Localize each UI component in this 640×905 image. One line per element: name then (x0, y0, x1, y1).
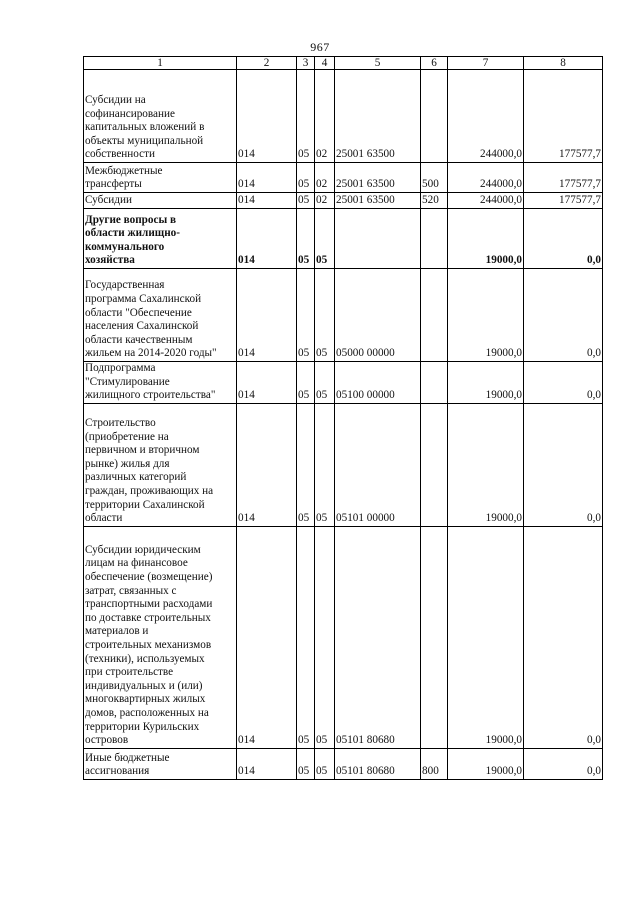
rz-cell: 05 (297, 209, 315, 269)
header-cell: 2 (237, 57, 297, 70)
fact-cell: 0,0 (524, 269, 603, 362)
fact-cell: 177577,7 (524, 163, 603, 193)
plan-cell: 244000,0 (448, 193, 524, 209)
vr-cell: 520 (421, 193, 448, 209)
item-name-cell: Другие вопросы в области жилищно- коммунального хозяйства (84, 209, 237, 269)
plan-cell: 244000,0 (448, 70, 524, 163)
item-name-cell: Межбюджетные трансферты (84, 163, 237, 193)
item-name-cell: Субсидии на софинансирование капитальных вложений в объекты муниципальной собственности (84, 70, 237, 163)
budget-table (83, 56, 603, 780)
csr-cell: 25001 63500 (335, 70, 421, 163)
rz-cell: 05 (297, 193, 315, 209)
item-name-cell: Строительство (приобретение на первичном и вторичном рынке) жилья для различных категорий граждан, проживающих на территории Сахалинской области (84, 403, 237, 526)
table-row (84, 748, 603, 779)
vr-cell: 500 (421, 163, 448, 193)
rz-cell: 05 (297, 526, 315, 748)
csr-cell: 05100 00000 (335, 362, 421, 404)
vr-cell (421, 209, 448, 269)
csr-cell: 05101 80680 (335, 526, 421, 748)
pr-cell: 05 (315, 748, 335, 779)
item-name-cell: Подпрограмма "Стимулирование жилищного строительства" (84, 362, 237, 404)
vr-cell (421, 269, 448, 362)
plan-cell: 19000,0 (448, 526, 524, 748)
table-row (84, 70, 603, 163)
csr-cell (335, 209, 421, 269)
fact-cell: 0,0 (524, 403, 603, 526)
fact-cell: 0,0 (524, 526, 603, 748)
fact-cell: 177577,7 (524, 193, 603, 209)
plan-cell: 19000,0 (448, 403, 524, 526)
pr-cell: 05 (315, 526, 335, 748)
pr-cell: 02 (315, 193, 335, 209)
vr-cell (421, 403, 448, 526)
gr-cell: 014 (237, 70, 297, 163)
pr-cell: 05 (315, 209, 335, 269)
rz-cell: 05 (297, 70, 315, 163)
gr-cell: 014 (237, 193, 297, 209)
rz-cell: 05 (297, 163, 315, 193)
header-cell: 1 (84, 57, 237, 70)
rz-cell: 05 (297, 362, 315, 404)
plan-cell: 19000,0 (448, 362, 524, 404)
gr-cell: 014 (237, 269, 297, 362)
gr-cell: 014 (237, 362, 297, 404)
header-cell: 7 (448, 57, 524, 70)
table-header-row (84, 57, 603, 70)
table-row (84, 163, 603, 193)
plan-cell: 19000,0 (448, 209, 524, 269)
table-row (84, 362, 603, 404)
pr-cell: 05 (315, 362, 335, 404)
item-name-cell: Субсидии (84, 193, 237, 209)
pr-cell: 05 (315, 403, 335, 526)
header-cell: 8 (524, 57, 603, 70)
csr-cell: 25001 63500 (335, 193, 421, 209)
plan-cell: 19000,0 (448, 269, 524, 362)
item-name-cell: Субсидии юридическим лицам на финансовое обеспечение (возмещение) затрат, связанных с транспортными расходами по доставке строительных материалов и строительных механизмов (техники), используемых при строительстве индивидуальных и (или) многоквартирных жилых домов, расположенных на территории Курильских островов (84, 526, 237, 748)
header-cell: 3 (297, 57, 315, 70)
vr-cell (421, 70, 448, 163)
table-row (84, 209, 603, 269)
fact-cell: 0,0 (524, 362, 603, 404)
header-cell: 4 (315, 57, 335, 70)
vr-cell (421, 526, 448, 748)
rz-cell: 05 (297, 403, 315, 526)
vr-cell (421, 362, 448, 404)
plan-cell: 244000,0 (448, 163, 524, 193)
vr-cell: 800 (421, 748, 448, 779)
fact-cell: 177577,7 (524, 70, 603, 163)
table-row (84, 269, 603, 362)
header-cell: 6 (421, 57, 448, 70)
rz-cell: 05 (297, 748, 315, 779)
gr-cell: 014 (237, 209, 297, 269)
item-name-cell: Государственная программа Сахалинской области "Обеспечение населения Сахалинской области качественным жильем на 2014-2020 годы" (84, 269, 237, 362)
fact-cell: 0,0 (524, 209, 603, 269)
page-number: 967 (310, 40, 330, 54)
gr-cell: 014 (237, 403, 297, 526)
csr-cell: 05101 00000 (335, 403, 421, 526)
csr-cell: 25001 63500 (335, 163, 421, 193)
gr-cell: 014 (237, 163, 297, 193)
pr-cell: 02 (315, 70, 335, 163)
plan-cell: 19000,0 (448, 748, 524, 779)
header-cell: 5 (335, 57, 421, 70)
gr-cell: 014 (237, 526, 297, 748)
rz-cell: 05 (297, 269, 315, 362)
fact-cell: 0,0 (524, 748, 603, 779)
gr-cell: 014 (237, 748, 297, 779)
table-row (84, 403, 603, 526)
pr-cell: 02 (315, 163, 335, 193)
table-row (84, 526, 603, 748)
item-name-cell: Иные бюджетные ассигнования (84, 748, 237, 779)
table-row (84, 193, 603, 209)
csr-cell: 05101 80680 (335, 748, 421, 779)
pr-cell: 05 (315, 269, 335, 362)
csr-cell: 05000 00000 (335, 269, 421, 362)
